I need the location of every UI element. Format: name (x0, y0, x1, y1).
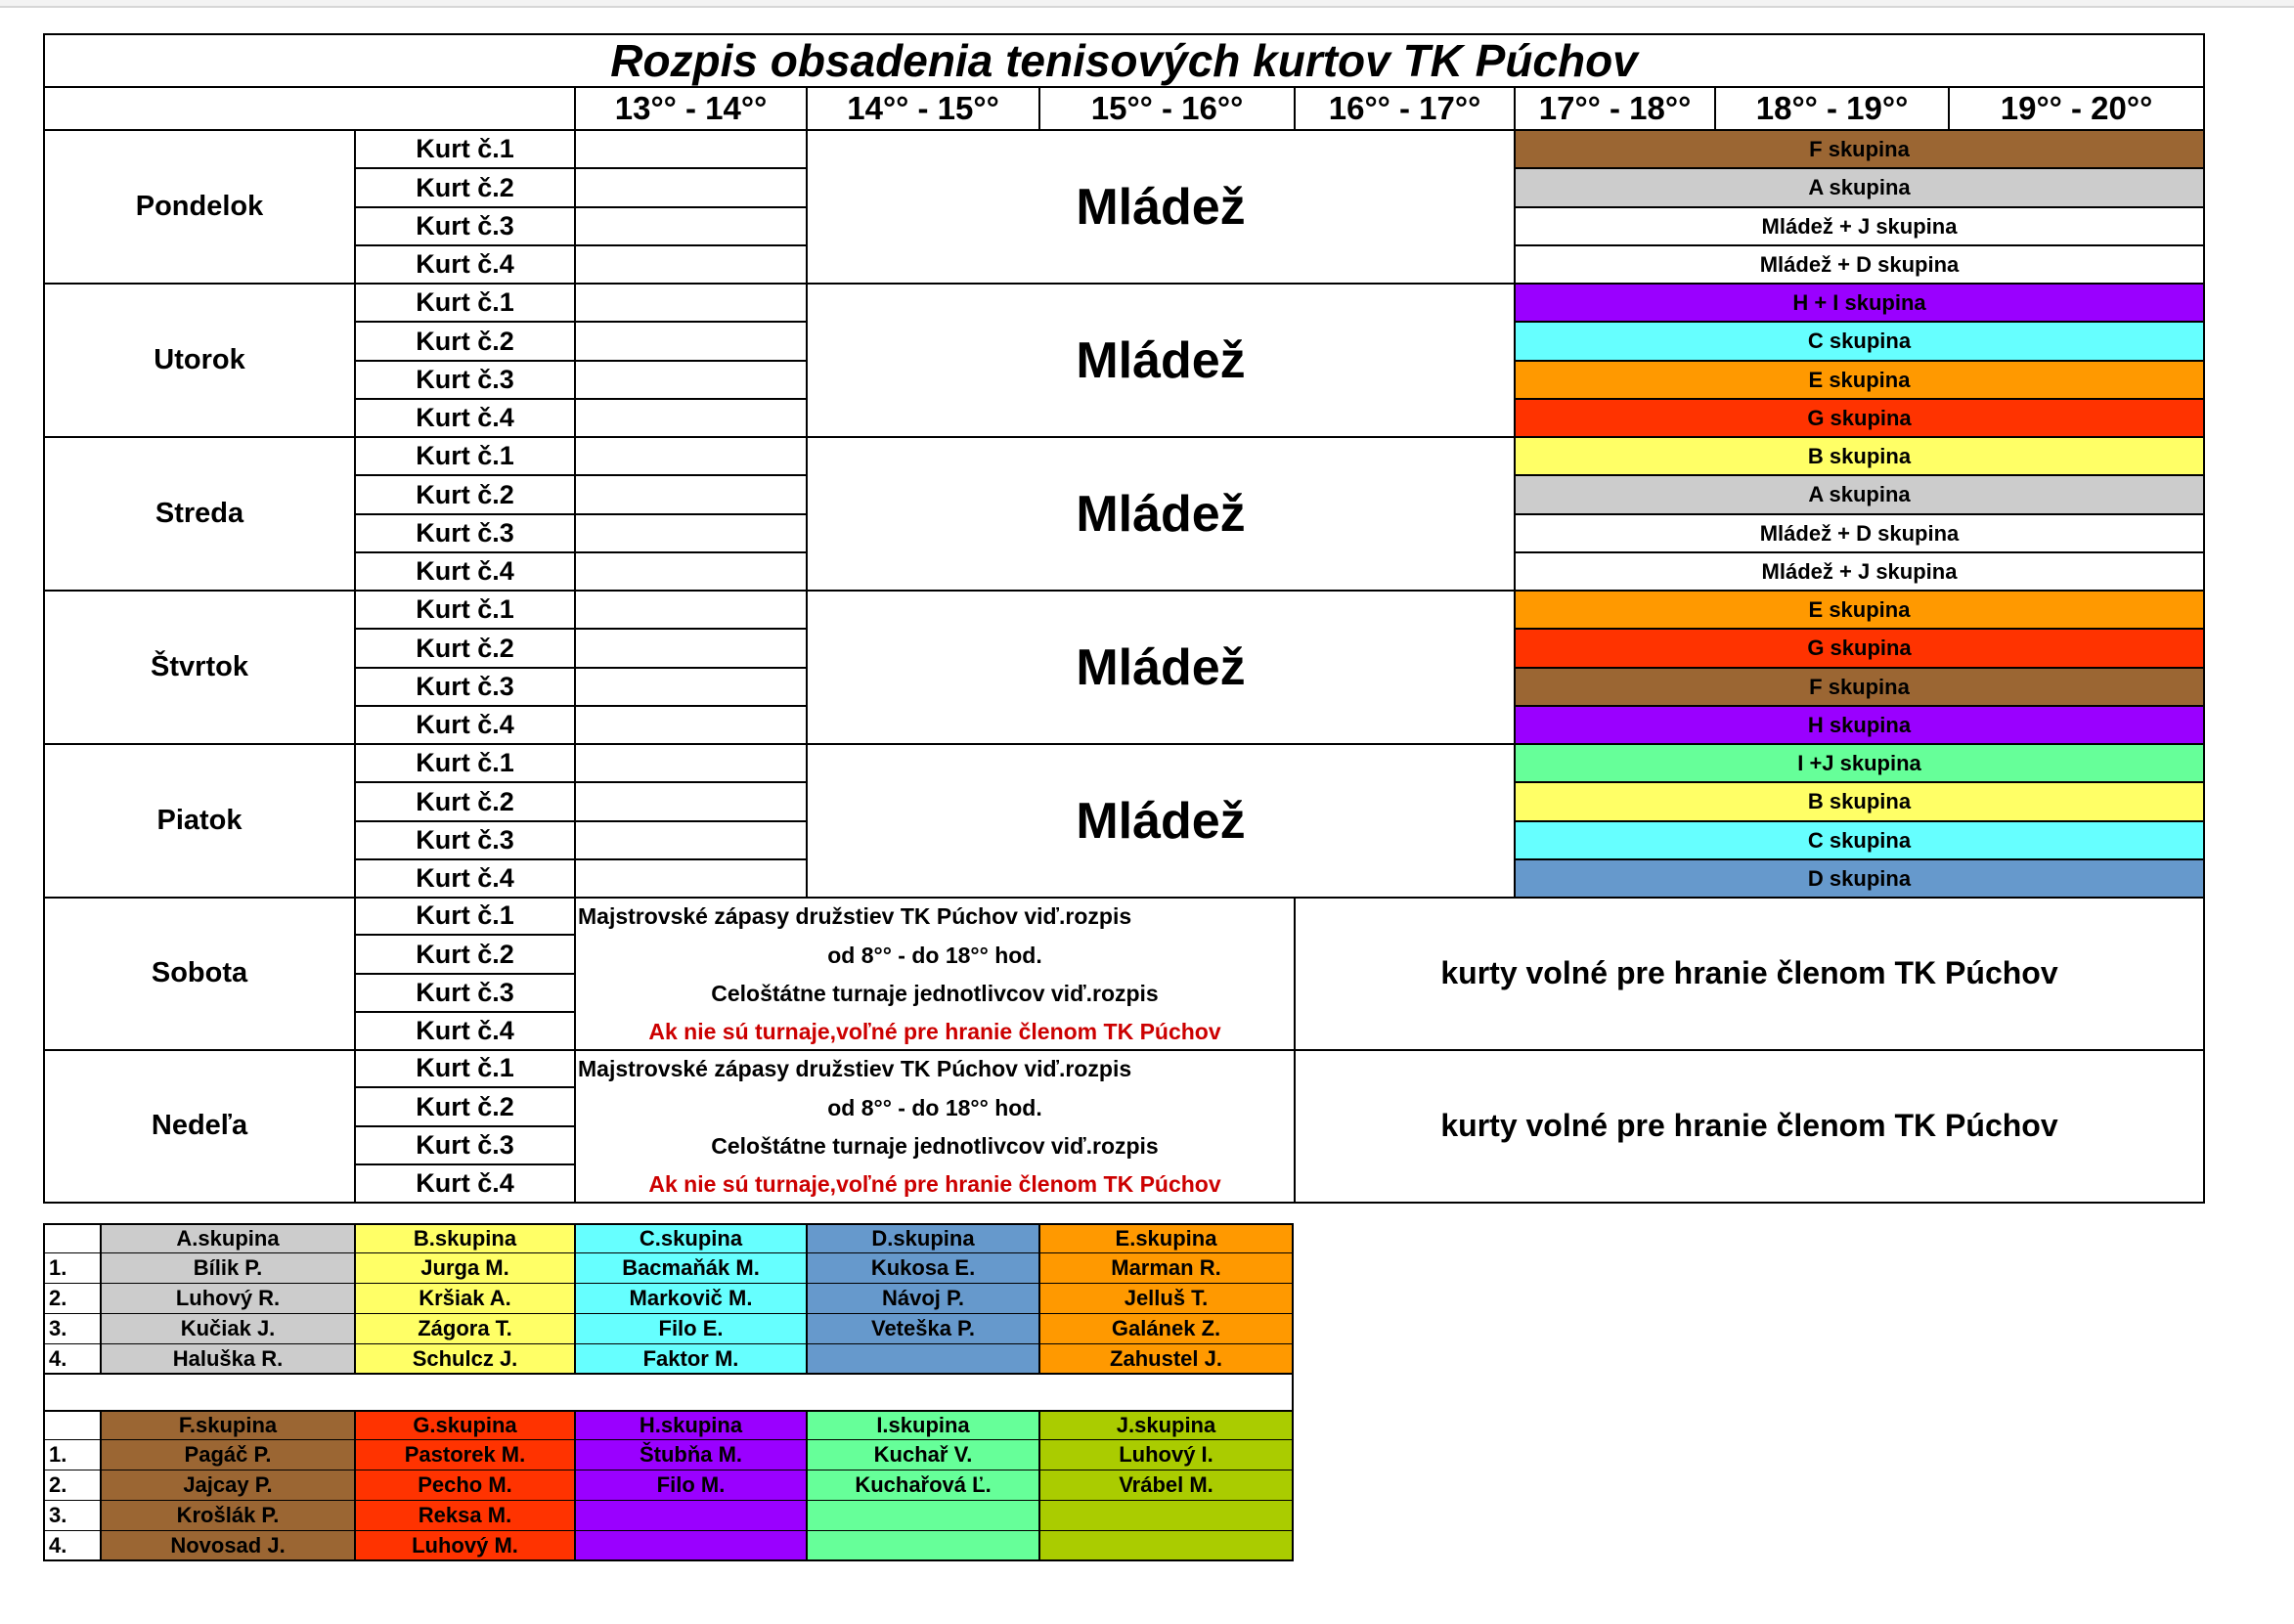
legend-corner (43, 1223, 100, 1253)
slot-13-14 (574, 860, 806, 899)
legend-group-header: H.skupina (574, 1410, 806, 1440)
court-label: Kurt č.3 (354, 208, 574, 246)
court-label: Kurt č.2 (354, 1088, 574, 1127)
slot-13-14 (574, 208, 806, 246)
weekend-note: Majstrovské zápasy družstiev TK Púchov viď.rozpis (578, 903, 1132, 929)
legend-member: Veteška P. (806, 1314, 1038, 1344)
court-label: Kurt č.2 (354, 323, 574, 362)
evening-group-cell: E skupina (1514, 592, 2205, 630)
court-label: Kurt č.2 (354, 169, 574, 208)
legend-member: Bacmaňák M. (574, 1253, 806, 1284)
court-label: Kurt č.1 (354, 745, 574, 783)
legend-member: Krošlák P. (100, 1501, 354, 1531)
legend-group-header: I.skupina (806, 1410, 1038, 1440)
hour-header: 14°° - 15°° (806, 88, 1038, 131)
hour-header: 15°° - 16°° (1038, 88, 1294, 131)
slot-13-14 (574, 515, 806, 553)
court-label: Kurt č.2 (354, 936, 574, 975)
legend-row-number: 4. (43, 1531, 100, 1561)
legend-row-number: 4. (43, 1344, 100, 1375)
legend-row-number: 2. (43, 1470, 100, 1501)
legend-group-header: C.skupina (574, 1223, 806, 1253)
legend-group-header: E.skupina (1038, 1223, 1294, 1253)
youth-block: Mládež (806, 592, 1514, 745)
legend-member: Novosad J. (100, 1531, 354, 1561)
weekend-note: od 8°° - do 18°° hod. (827, 942, 1042, 968)
legend-group-header: A.skupina (100, 1223, 354, 1253)
weekend-free-courts: kurty volné pre hranie členom TK Púchov (1294, 1050, 2205, 1204)
legend-member: Jurga M. (354, 1253, 574, 1284)
legend-member: Luhový M. (354, 1531, 574, 1561)
slot-13-14 (574, 476, 806, 515)
evening-group-cell: B skupina (1514, 438, 2205, 476)
legend-member (574, 1501, 806, 1531)
day-label: Streda (43, 438, 354, 592)
court-label: Kurt č.3 (354, 669, 574, 707)
slot-13-14 (574, 362, 806, 400)
court-label: Kurt č.3 (354, 515, 574, 553)
hour-header: 18°° - 19°° (1714, 88, 1948, 131)
legend-row-number: 1. (43, 1440, 100, 1470)
youth-block: Mládež (806, 285, 1514, 438)
legend-row-number: 1. (43, 1253, 100, 1284)
evening-group-cell: C skupina (1514, 822, 2205, 860)
court-label: Kurt č.4 (354, 1165, 574, 1204)
evening-group-cell: Mládež + J skupina (1514, 208, 2205, 246)
court-label: Kurt č.1 (354, 285, 574, 323)
legend-member: Faktor M. (574, 1344, 806, 1375)
hour-header: 17°° - 18°° (1514, 88, 1714, 131)
slot-13-14 (574, 630, 806, 669)
legend-member (1038, 1501, 1294, 1531)
court-label: Kurt č.1 (354, 438, 574, 476)
legend-member: Kuchař V. (806, 1440, 1038, 1470)
legend-group-header: J.skupina (1038, 1410, 1294, 1440)
evening-group-cell: E skupina (1514, 362, 2205, 400)
legend-member: Vrábel M. (1038, 1470, 1294, 1501)
slot-13-14 (574, 131, 806, 169)
day-label: Sobota (43, 898, 354, 1051)
legend-member (806, 1531, 1038, 1561)
legend-member: Filo E. (574, 1314, 806, 1344)
page-title: Rozpis obsadenia tenisových kurtov TK Púchov (43, 33, 2205, 88)
slot-13-14 (574, 592, 806, 630)
legend-row-number: 3. (43, 1501, 100, 1531)
slot-13-14 (574, 323, 806, 362)
evening-group-cell: Mládež + D skupina (1514, 246, 2205, 285)
day-label: Pondelok (43, 131, 354, 285)
youth-block: Mládež (806, 745, 1514, 899)
legend-member: Schulcz J. (354, 1344, 574, 1375)
slot-13-14 (574, 285, 806, 323)
legend-group-header: G.skupina (354, 1410, 574, 1440)
court-label: Kurt č.1 (354, 1050, 574, 1088)
weekend-notes (574, 898, 1294, 1051)
court-label: Kurt č.3 (354, 1127, 574, 1165)
day-label: Štvrtok (43, 592, 354, 745)
legend-member: Štubňa M. (574, 1440, 806, 1470)
slot-13-14 (574, 400, 806, 438)
court-label: Kurt č.4 (354, 1013, 574, 1051)
slot-13-14 (574, 707, 806, 745)
legend-member: Bílik P. (100, 1253, 354, 1284)
legend-member: Jelluš T. (1038, 1284, 1294, 1314)
court-label: Kurt č.2 (354, 476, 574, 515)
legend-group-header: F.skupina (100, 1410, 354, 1440)
evening-group-cell: F skupina (1514, 131, 2205, 169)
legend-member: Návoj P. (806, 1284, 1038, 1314)
legend-member: Zahustel J. (1038, 1344, 1294, 1375)
legend-member: Luhový R. (100, 1284, 354, 1314)
evening-group-cell: A skupina (1514, 169, 2205, 208)
legend-member: Pagáč P. (100, 1440, 354, 1470)
weekend-note: Celoštátne turnaje jednotlivcov viď.rozpis (711, 1133, 1159, 1159)
weekend-note: Ak nie sú turnaje,voľné pre hranie členom TK Púchov (648, 1019, 1221, 1044)
slot-13-14 (574, 246, 806, 285)
day-label: Nedeľa (43, 1050, 354, 1204)
legend-group-header: B.skupina (354, 1223, 574, 1253)
legend-corner (43, 1410, 100, 1440)
court-label: Kurt č.2 (354, 630, 574, 669)
slot-13-14 (574, 669, 806, 707)
weekend-note: od 8°° - do 18°° hod. (827, 1094, 1042, 1120)
day-label: Utorok (43, 285, 354, 438)
evening-group-cell: H + I skupina (1514, 285, 2205, 323)
evening-group-cell: I +J skupina (1514, 745, 2205, 783)
court-label: Kurt č.1 (354, 898, 574, 936)
weekend-notes (574, 1050, 1294, 1204)
slot-13-14 (574, 169, 806, 208)
header-blank (43, 88, 574, 131)
evening-group-cell: G skupina (1514, 400, 2205, 438)
court-label: Kurt č.3 (354, 822, 574, 860)
slot-13-14 (574, 822, 806, 860)
court-label: Kurt č.3 (354, 975, 574, 1013)
court-label: Kurt č.1 (354, 131, 574, 169)
evening-group-cell: F skupina (1514, 669, 2205, 707)
legend-member: Kukosa E. (806, 1253, 1038, 1284)
legend-member: Kršiak A. (354, 1284, 574, 1314)
legend-member: Haluška R. (100, 1344, 354, 1375)
hour-header: 19°° - 20°° (1948, 88, 2205, 131)
legend-member: Zágora T. (354, 1314, 574, 1344)
slot-13-14 (574, 553, 806, 592)
legend-member: Markovič M. (574, 1284, 806, 1314)
legend-member: Pastorek M. (354, 1440, 574, 1470)
evening-group-cell: H skupina (1514, 707, 2205, 745)
court-label: Kurt č.4 (354, 707, 574, 745)
legend-member (574, 1531, 806, 1561)
court-label: Kurt č.1 (354, 592, 574, 630)
court-label: Kurt č.3 (354, 362, 574, 400)
slot-13-14 (574, 438, 806, 476)
window-top-edge (0, 0, 2294, 8)
legend-row-number: 3. (43, 1314, 100, 1344)
slot-13-14 (574, 745, 806, 783)
court-label: Kurt č.4 (354, 553, 574, 592)
weekend-note: Celoštátne turnaje jednotlivcov viď.rozpis (711, 981, 1159, 1006)
court-label: Kurt č.4 (354, 246, 574, 285)
legend-member (806, 1501, 1038, 1531)
evening-group-cell: B skupina (1514, 783, 2205, 822)
legend-member: Kuchařová Ľ. (806, 1470, 1038, 1501)
evening-group-cell: C skupina (1514, 323, 2205, 362)
evening-group-cell: A skupina (1514, 476, 2205, 515)
weekend-note: Ak nie sú turnaje,voľné pre hranie členom TK Púchov (648, 1171, 1221, 1197)
weekend-note: Majstrovské zápasy družstiev TK Púchov viď.rozpis (578, 1056, 1132, 1081)
weekend-free-courts: kurty volné pre hranie členom TK Púchov (1294, 898, 2205, 1051)
legend-member: Galánek Z. (1038, 1314, 1294, 1344)
slot-13-14 (574, 783, 806, 822)
legend-member: Kučiak J. (100, 1314, 354, 1344)
court-label: Kurt č.4 (354, 400, 574, 438)
court-label: Kurt č.4 (354, 860, 574, 899)
legend-separator (43, 1375, 1294, 1410)
youth-block: Mládež (806, 438, 1514, 592)
hour-header: 16°° - 17°° (1294, 88, 1514, 131)
legend-member (806, 1344, 1038, 1375)
legend-member: Jajcay P. (100, 1470, 354, 1501)
evening-group-cell: Mládež + D skupina (1514, 515, 2205, 553)
legend-member: Pecho M. (354, 1470, 574, 1501)
evening-group-cell: G skupina (1514, 630, 2205, 669)
legend-row-number: 2. (43, 1284, 100, 1314)
evening-group-cell: Mládež + J skupina (1514, 553, 2205, 592)
evening-group-cell: D skupina (1514, 860, 2205, 899)
legend-group-header: D.skupina (806, 1223, 1038, 1253)
day-label: Piatok (43, 745, 354, 899)
legend-member: Luhový I. (1038, 1440, 1294, 1470)
legend-member: Reksa M. (354, 1501, 574, 1531)
legend-member: Marman R. (1038, 1253, 1294, 1284)
legend-member: Filo M. (574, 1470, 806, 1501)
court-label: Kurt č.2 (354, 783, 574, 822)
legend-member (1038, 1531, 1294, 1561)
hour-header: 13°° - 14°° (574, 88, 806, 131)
youth-block: Mládež (806, 131, 1514, 285)
